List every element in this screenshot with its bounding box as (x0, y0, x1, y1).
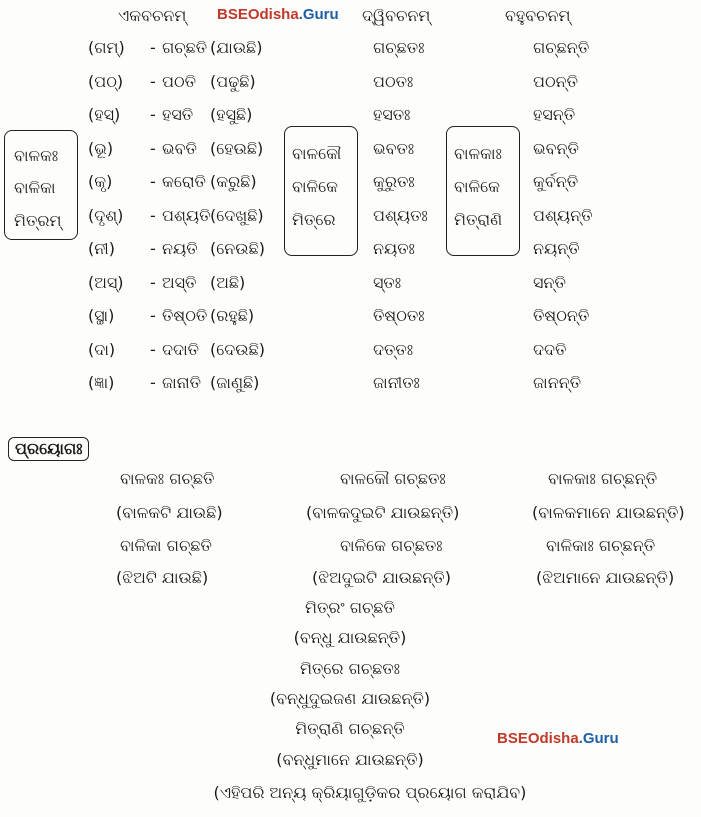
plural-form: ଗଚ୍ଛନ୍ତି (533, 38, 590, 57)
verb-root: (ଦୃଶ୍) (88, 206, 124, 225)
usage-center-5: (ବନ୍ଧୁମାନେ ଯାଉଛନ୍ତି) (276, 750, 424, 769)
verb-meaning: (ଜାଣୁଛି) (210, 373, 260, 392)
row-dash: - (150, 38, 156, 57)
usage-footer-note: (ଏହିପରି ଅନ୍ୟ କ୍ରିୟାଗୁଡ଼ିକର ପ୍ରୟୋଗ କରାଯିବ) (213, 783, 527, 802)
watermark-bottom-part1: BSEOdisha (497, 730, 579, 747)
dual-form: ହସତଃ (373, 105, 411, 124)
row-dash: - (150, 72, 156, 91)
row-dash: - (150, 206, 156, 225)
singular-form: ପଠତି (162, 72, 197, 91)
singular-form: ଜାନାତି (162, 373, 201, 392)
dual-form: ଜାନୀତଃ (373, 373, 420, 392)
subject-plural-0: ବାଳକାଃ (454, 144, 502, 163)
verb-meaning: (ଯାଉଛି) (210, 38, 263, 57)
plural-form: ପଠନ୍ତି (533, 72, 579, 91)
singular-form: ତିଷ୍ଠତି (162, 306, 208, 325)
verb-root: (ଜ୍ଞା) (88, 373, 115, 392)
dual-form: ତିଷ୍ଠତଃ (373, 306, 425, 325)
watermark-top (217, 6, 339, 23)
verb-meaning: (ନେଉଛି) (210, 239, 265, 258)
verb-meaning: (ରହୁଛି) (210, 306, 255, 325)
usage-col3-1: (ବାଳକମାନେ ଯାଉଛନ୍ତି) (532, 503, 685, 522)
dual-form: ନୟତଃ (373, 239, 415, 258)
usage-col1-2: ବାଳିକା ଗଚ୍ଛତି (120, 536, 212, 555)
usage-col1-0: ବାଳକଃ ଗଚ୍ଛତି (120, 469, 215, 488)
usage-center-4: ମିତ୍ରାଣି ଗଚ୍ଛନ୍ତି (295, 719, 405, 738)
subject-plural-2: ମିତ୍ରାଣି (454, 210, 503, 229)
row-dash: - (150, 373, 156, 392)
verb-root: (ଭୂ) (88, 139, 114, 158)
dual-form: ଗଚ୍ଛତଃ (373, 38, 425, 57)
singular-form: ଅସ୍ତି (162, 273, 197, 292)
watermark-bottom-part2: .Guru (578, 730, 619, 747)
watermark-bottom (497, 730, 619, 747)
dual-form: ସ୍ତଃ (373, 273, 402, 292)
row-dash: - (150, 340, 156, 359)
row-dash: - (150, 306, 156, 325)
verb-root: (ଗମ୍) (88, 38, 125, 57)
singular-form: ହସତି (162, 105, 194, 124)
singular-form: ଗଚ୍ଛତି (162, 38, 208, 57)
verb-root: (ସ୍ଥା) (88, 306, 115, 325)
singular-form: ଦଦାତି (162, 340, 200, 359)
plural-form: ତିଷ୍ଠନ୍ତି (533, 306, 590, 325)
header-plural: ବହୁବଚନମ୍ (505, 6, 571, 25)
plural-form: ହସନ୍ତି (533, 105, 576, 124)
header-singular: ଏକବଚନମ୍ (118, 6, 187, 25)
usage-center-1: (ବନ୍ଧୁ ଯାଉଛନ୍ତି) (293, 628, 407, 647)
subject-dual-1: ବାଳିକେ (292, 177, 338, 196)
usage-col2-3: (ଝିଅଦୁଇଟି ଯାଉଛନ୍ତି) (312, 568, 451, 587)
subject-singular-0: ବାଳକଃ (14, 146, 59, 165)
verb-meaning: (କରୁଛି) (210, 172, 257, 191)
usage-center-2: ମିତ୍ରେ ଗଚ୍ଛତଃ (299, 659, 401, 678)
usage-col2-2: ବାଳିକେ ଗଚ୍ଛତଃ (340, 536, 443, 555)
subject-dual-2: ମିତ୍ରେ (292, 210, 336, 229)
singular-form: ନୟତି (162, 239, 198, 258)
singular-form: ପଶ୍ୟତି (162, 206, 211, 225)
dual-form: ପଶ୍ୟତଃ (373, 206, 428, 225)
row-dash: - (150, 273, 156, 292)
verb-meaning: (ହସୁଛି) (210, 105, 253, 124)
row-dash: - (150, 139, 156, 158)
verb-meaning: (ଦେଉଛି) (210, 340, 265, 359)
verb-root: (ହସ୍) (88, 105, 121, 124)
usage-col3-0: ବାଳକାଃ ଗଚ୍ଛନ୍ତି (548, 469, 658, 488)
usage-center-3: (ବନ୍ଧୁଦୁଇଜଣ ଯାଉଛନ୍ତି) (269, 689, 431, 708)
usage-center-0: ମିତ୍ରଂ ଗଚ୍ଛତି (305, 598, 395, 617)
watermark-part2: .Guru (298, 6, 339, 23)
subject-dual-0: ବାଳକୌ (292, 144, 342, 163)
usage-col3-2: ବାଳିକାଃ ଗଚ୍ଛନ୍ତି (546, 536, 656, 555)
plural-form: ଭବନ୍ତି (533, 139, 579, 158)
subject-plural-1: ବାଳିକେ (454, 177, 500, 196)
verb-root: (ନୀ) (88, 239, 115, 258)
verb-root: (କୃ) (88, 172, 113, 191)
header-dual: ଦ୍ୱିବଚନମ୍ (362, 6, 431, 25)
row-dash: - (150, 239, 156, 258)
verb-meaning: (ହେଉଛି) (210, 139, 264, 158)
subject-singular-1: ବାଳିକା (14, 178, 56, 197)
subject-singular-2: ମିତ୍ରମ୍ (14, 211, 62, 230)
usage-col3-3: (ଝିଅମାନେ ଯାଉଛନ୍ତି) (536, 568, 675, 587)
usage-col1-3: (ଝିଅଟି ଯାଉଛି) (116, 568, 209, 587)
verb-root: (ଦା) (88, 340, 116, 359)
verb-root: (ପଠ୍) (88, 72, 124, 91)
singular-form: କରୋତି (162, 172, 206, 191)
row-dash: - (150, 105, 156, 124)
dual-form: ଦତ୍ତଃ (373, 340, 414, 359)
row-dash: - (150, 172, 156, 191)
dual-form: ଭବତଃ (373, 139, 415, 158)
verb-meaning: (ପଢୁଛି) (210, 72, 256, 91)
plural-form: ଦଦତି (533, 340, 567, 359)
verb-meaning: (ଅଛି) (210, 273, 246, 292)
usage-col1-1: (ବାଳକଟି ଯାଉଛି) (116, 503, 223, 522)
dual-form: ପଠତଃ (373, 72, 414, 91)
plural-form: ନୟନ୍ତି (533, 239, 580, 258)
verb-meaning: (ଦେଖୁଛି) (210, 206, 264, 225)
plural-form: ଜାନନ୍ତି (533, 373, 582, 392)
usage-col2-0: ବାଳକୌ ଗଚ୍ଛତଃ (340, 469, 446, 488)
verb-root: (ଅସ୍) (88, 273, 124, 292)
usage-label: ପ୍ରୟୋଗଃ (8, 437, 89, 461)
watermark-part1: BSEOdisha (217, 6, 299, 23)
usage-col2-1: (ବାଳକଦୁଇଟି ଯାଉଛନ୍ତି) (306, 503, 460, 522)
singular-form: ଭବତି (162, 139, 197, 158)
plural-form: ସନ୍ତି (533, 273, 566, 292)
plural-form: କୁର୍ବନ୍ତି (533, 172, 579, 191)
plural-form: ପଶ୍ୟନ୍ତି (533, 206, 593, 225)
dual-form: କୁରୁତଃ (373, 172, 415, 191)
